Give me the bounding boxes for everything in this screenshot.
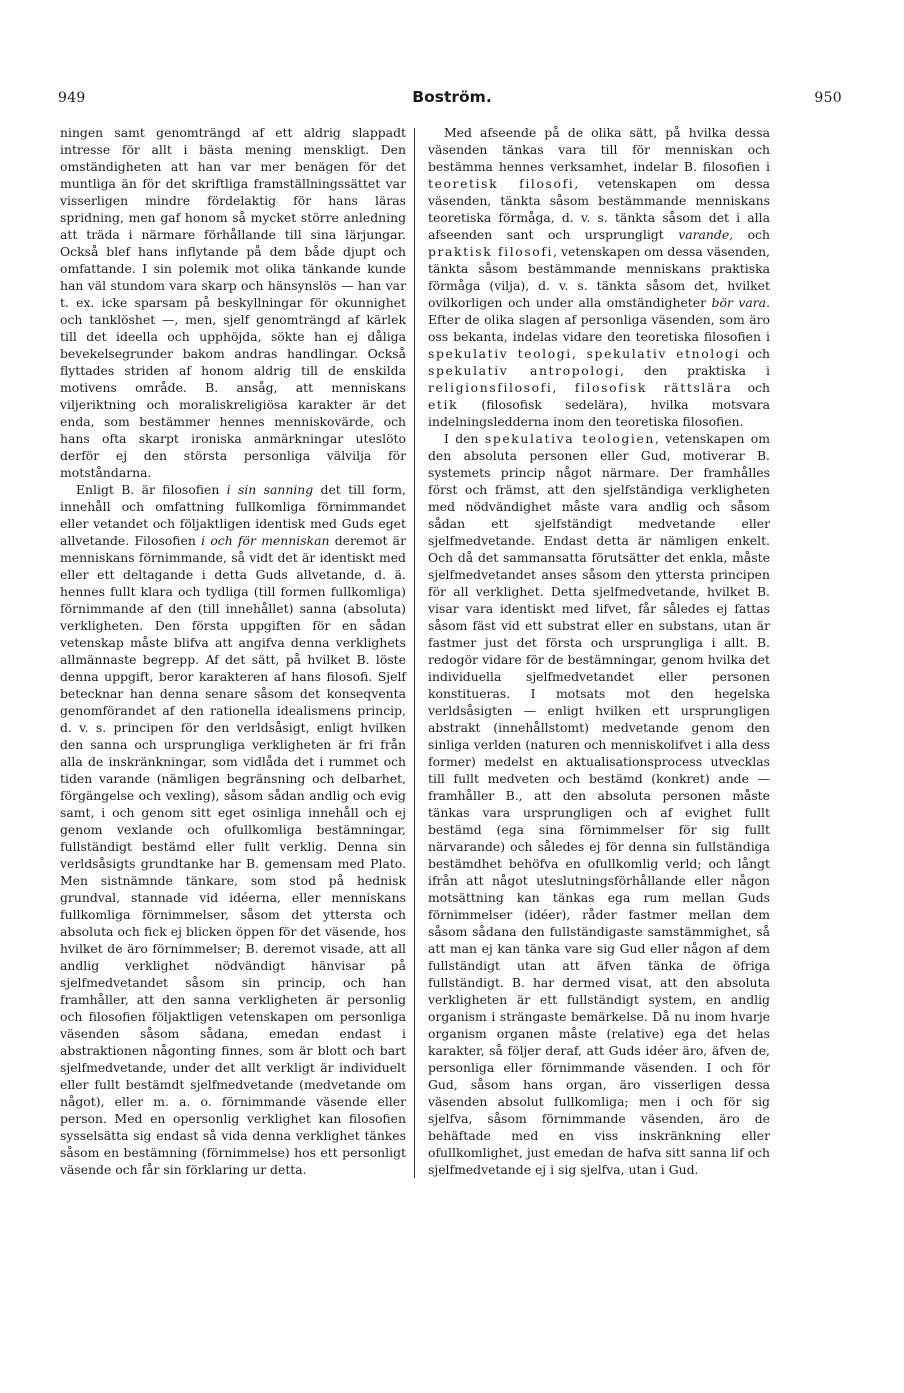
text-run: , den praktiska i (620, 363, 770, 378)
spaced-term: spekulativa teologien (484, 431, 656, 446)
column-divider (414, 128, 415, 1178)
spaced-term: religionsfilosofi, filosofisk rättslära (428, 380, 733, 395)
italic-term: varande, (678, 227, 734, 242)
text-run: , vetenskapen om dessa väsenden, tänkta såsom bestämmande menniskans praktiska förmåga (vilja), d. v. s. tänkta såsom det, hvilket ovilkorligen och under alla omständigheter (428, 244, 770, 310)
spaced-term: teoretisk filosofi (428, 176, 575, 191)
italic-term: i sin sanning (226, 482, 314, 497)
text-run: Med afseende på de olika sätt, på hvilka dessa väsenden tänkas vara till för menniskan och bestämma hennes verksamhet, indelar B. filosofien i (428, 125, 770, 174)
right-column (428, 124, 770, 1178)
text-run: Enligt B. är filosofien (76, 482, 227, 497)
spaced-term: praktisk filosofi (428, 244, 554, 259)
spaced-term: spekulativ antropologi (428, 363, 621, 378)
text-run: och (732, 380, 770, 395)
left-paragraph-2 (60, 481, 406, 1178)
right-paragraph-1 (428, 124, 770, 430)
text-run: , vetenskapen om den absoluta personen eller Gud, motiverar B. systemets princip något närmare. Der framhålles först och främst, att den sjelfständiga verkligheten med nödvändighet måste vara andlig och såsom sådan ett sjelfständigt medvetande eller sjelfmedvetande. Endast detta är nämligen enkelt. Och då det sammansatta förutsätter det enkla, måste sjelfmedvetandet anses såsom den yttersta principen för all verklighet. Detta sjelfmedvetande, hvilket B. visar vara identiskt med lifvet, får således ej fattas såsom fäst vid ett substrat eller en substans, utan är fastmer just det första och ursprungliga i allt. B. redogör vidare för de bestämningar, genom hvilka det individuella sjelfmedvetandet eller personen konstitueras. I motsats mot den hegelska verldsåsigten — enligt hvilken ett ursprungligen abstrakt (innehållstomt) medvetande genom den sinliga verlden (naturen och menniskolifvet i alla dess former) medelst en aktualisationsprocess utvecklas till fullt medveten och bestämd (konkret) ande — framhåller B., att den absoluta personen måste tänkas vara ursprungligen och af evighet fullt bestämd (ega sina förnimmelser för sig fullt närvarande) och således ej för denna sin fullständiga bestämdhet behöfva en ofullkomlig verld; och långt ifrån att något uteslutningsförhållande eller någon motsättning kan tänkas ega rum mellan Guds förnimmelser (idéer), råder fastmer mellan dem såsom sådana den fullständigaste samstämmighet, så att man ej kan tänka vare sig Gud eller någon af dem fullständigt utan att äfven tänka de öfriga fullständigt. B. har dermed visat, att den absoluta verkligheten är ett fullständigt system, en andlig organism i strängaste bemärkelse. Då nu inom hvarje organism organen måste (relative) ega det helas karakter, så följer deraf, att Guds idéer äro, äfven de, personliga eller förnimmande väsenden. I och för Gud, såsom hans organ, äro visserligen dessa väsenden absolut fullkomliga; men i och för sig sjelfva, såsom förnimmande väsenden, äro de behäftade med en viss inskränkning eller ofullkomlighet, just emedan de hafva sitt sanna lif och sjelfmedvetande ej i sig sjelfva, utan i Gud. (428, 431, 770, 1177)
italic-term: bör vara. (711, 295, 771, 310)
text-run: Efter de olika slagen af personliga väsenden, som äro oss bekanta, indelas vidare den teoretiska filosofien i (428, 312, 770, 344)
right-paragraph-2 (428, 430, 770, 1178)
page-number-left: 949 (58, 90, 86, 106)
spaced-term: etik (428, 397, 459, 412)
left-column (60, 124, 406, 1178)
text-run: deremot är menniskans förnimmande, så vidt det är identiskt med eller ett deltagande i detta Guds allvetande, d. ä. hennes fullt klara och tydliga (till formen fullkomliga) förnimmande af den (till innehållet) sanna (absoluta) verkligheten. Den första uppgiften för en sådan vetenskap måste blifva att angifva denna verklighets allmännaste begrepp. Af det sätt, på hvilket B. löste denna uppgift, beror karakteren af hans filosofi. Sjelf betecknar han denna senare såsom det konseqventa genomförandet af den rationella idealismens princip, d. v. s. principen för den verldsåsigt, enligt hvilken den sanna och ursprungliga verkligheten är fri från alla de inskränkningar, som vidlåda det i rummet och tiden varande (nämligen begränsning och delbarhet, förgängelse och vexling), såsom sådan andlig och evig samt, i och genom sitt eget osinliga innehåll och ej genom vexlande och ofullkomliga bestämningar, fullständigt bestämd eller fullt verklig. Denna sin verldsåsigts grundtanke har B. gemensam med Plato. Men sistnämnde tänkare, som stod på hednisk grundval, stannade vid idéerna, eller menniskans fullkomliga förnimmelser, såsom det yttersta och absoluta och fick ej blicken öppen för det väsende, hos hvilket de äro förnimmelser; B. deremot visade, att all andlig verklighet nödvändigt hänvisar på sjelfmedvetandet såsom sin princip, och han framhåller, att den sanna verkligheten är personlig och filosofien följaktligen vetenskapen om personliga väsenden såsom sådana, emedan endast i abstraktionen någonting finnes, som är blott och bart sjelfmedvetande, under det allt verkligt är individuelt eller fullt bestämdt sjelfmedvetande (medvetande om något), eller m. a. o. förnimmande väsende eller person. Med en opersonlig verklighet kan filosofien sysselsätta sig endast så vida denna verklighet tänkes såsom en bestämning (förnimmelse) hos ett personligt väsende och får sin förklaring ur detta. (60, 533, 406, 1177)
text-run: , vetenskapen om dessa väsenden, tänkta såsom bestämmande menniskans teoretiska förmåga, d. v. s. tänkta såsom det i alla afseenden sant och ursprungligt (428, 176, 770, 242)
left-paragraph-1: ningen samt genomträngd af ett aldrig slappadt intresse för allt i bästa mening menskligt. Den omständigheten att han var mer benägen för det muntliga än för det skriftliga framställningssättet var visserligen mindre fördelaktig för hans läras spridning, men gaf honom så mycket större anledning att träda i närmare förhållande till sina lärjungar. Också blef hans inflytande på dem både djupt och omfattande. I sin polemik mot olika tänkande kunde han väl stundom vara skarp och hänsynslös — han var t. ex. icke sparsam på beskyllningar för okunnighet och tanklöshet —, men, sjelf genomträngd af kärlek till det ideella och upphöjda, sökte han ej dåliga bevekelsegrunder bakom andras handlingar. Också flyttades striden af honom aldrig till de enskilda motivens område. B. ansåg, att menniskans viljeriktning och moraliskreligiösa karakter är det enda, som bestämmer hennes menniskovärde, och hans ofta skarpt ironiska anmärkningar uteslöto derför ej den största personliga välvilja för motståndarna. (60, 125, 406, 480)
italic-term: i och för menniskan (201, 533, 330, 548)
page-number-right: 950 (814, 90, 842, 106)
text-run: I den (444, 431, 485, 446)
text-run: (filosofisk sedelära), hvilka motsvara indelningsledderna inom den teoretiska filosofien. (428, 397, 770, 429)
text-run: och (733, 227, 771, 242)
text-run: det till form, innehåll och omfattning fullkomliga förnimmandet eller vetandet och följaktligen identisk med Guds eget allvetande. Filosofien (60, 482, 406, 548)
spaced-term: spekulativ teologi, spekulativ etnologi (428, 346, 741, 361)
text-run: och (740, 346, 770, 361)
page-header (0, 0, 904, 120)
running-title: Boström. (412, 88, 492, 106)
